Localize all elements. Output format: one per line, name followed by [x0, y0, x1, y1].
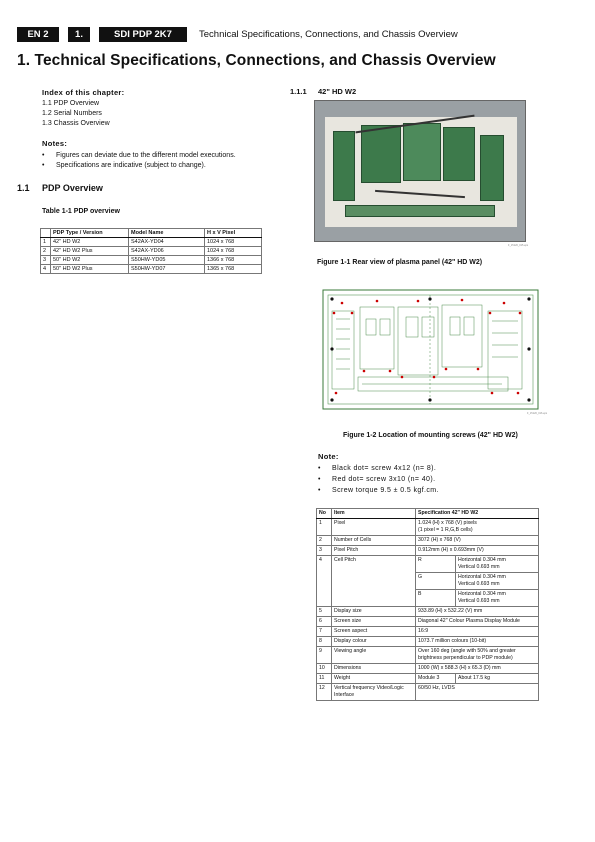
table-row: 4 50" HD W2 Plus S50HW-YD07 1365 x 768 [41, 265, 262, 274]
note-item: • Red dot= screw 3x10 (n= 40). [318, 476, 436, 483]
note-item: • Figures can deviate due to the different model executions. [42, 152, 236, 159]
logic-board [361, 125, 401, 183]
model-box: SDI PDP 2K7 [99, 27, 187, 42]
section-heading-1-1-1: 1.1.1 42" HD W2 [290, 87, 357, 96]
x-buffer-board [333, 131, 355, 201]
chapter-title: 1. Technical Specifications, Connections, and Chassis Overview [17, 52, 496, 69]
table-row: 3 Pixel Pitch 0.912mm (H) x 0.693mm (V) [317, 546, 539, 556]
section-heading-1-1: 1.1 PDP Overview [17, 183, 103, 193]
figure2-caption: Figure 1-2 Location of mounting screws (42" HD W2) [343, 432, 518, 439]
table-row: 6 Screen size Diagonal 42" Colour Plasma Display Module [317, 617, 539, 627]
page-header [17, 27, 458, 42]
table-row: G Horizontal 0.304 mm Vertical 0.693 mm [317, 573, 539, 590]
chapter-number-box: 1. [68, 27, 90, 42]
figure1-code: F_15120_015.eps [508, 244, 529, 247]
note-heading: Note: [318, 452, 339, 461]
index-item: 1.2 Serial Numbers [42, 110, 102, 117]
table-header-row: PDP Type / Version Model Name H x V Pixel [41, 229, 262, 238]
index-heading: Index of this chapter: [42, 88, 125, 97]
plasma-panel-rear-photo [314, 100, 526, 242]
table-row: 11 Weight Module 3 About 17.5 kg [317, 674, 539, 684]
notes-heading: Notes: [42, 139, 68, 148]
table-row: 12 Vertical frequency Video/Logic Interface 60/50 Hz, LVDS [317, 684, 539, 701]
address-buffer-strip [345, 205, 495, 217]
table-row: 3 50" HD W2 S50HW-YD05 1366 x 768 [41, 256, 262, 265]
table-row: 7 Screen aspect 16:9 [317, 627, 539, 637]
y-buffer-board [480, 135, 504, 201]
table-row: 8 Display colour 1073.7 million colours (10-bit) [317, 637, 539, 647]
table-row: 2 Number of Cells 3072 (H) x 768 (V) [317, 536, 539, 546]
y-sustain-board [443, 127, 475, 181]
chapter-index [42, 88, 272, 129]
table-row: 9 Viewing angle Over 160 deg (angle with 50% and greater brightness perpendicular to PDP module) [317, 647, 539, 664]
pdp-overview-table [40, 228, 262, 274]
figure1-caption: Figure 1-1 Rear view of plasma panel (42" HD W2) [317, 259, 483, 266]
power-supply-board [403, 123, 441, 181]
mounting-screws-drawing [322, 289, 539, 410]
table1-caption: Table 1-1 PDP overview [42, 208, 120, 215]
screw-note-block [318, 452, 558, 496]
table-header-row: No Item Specification 42" HD W2 [317, 509, 539, 519]
note-item: • Specifications are indicative (subject to change). [42, 162, 206, 169]
specification-table [316, 508, 539, 701]
table-row: B Horizontal 0.304 mm Vertical 0.693 mm [317, 590, 539, 607]
table-row: 10 Dimensions 1000 (W) x 588.3 (H) x 65.3 (D) mm [317, 664, 539, 674]
index-item: 1.3 Chassis Overview [42, 120, 110, 127]
table-row: 5 Display size 933.89 (H) x 532.22 (V) mm [317, 607, 539, 617]
index-item: 1.1 PDP Overview [42, 100, 100, 107]
notes-block [42, 139, 272, 171]
figure2-code: F_15120_016.eps [527, 412, 548, 415]
note-item: • Black dot= screw 4x12 (n= 8). [318, 465, 437, 472]
note-item: • Screw torque 9.5 ± 0.5 kgf.cm. [318, 487, 439, 494]
table-row: 2 42" HD W2 Plus S42AX-YD06 1024 x 768 [41, 247, 262, 256]
table-row: 1 42" HD W2 S42AX-YD04 1024 x 768 [41, 238, 262, 247]
header-title: Technical Specifications, Connections, and Chassis Overview [199, 29, 458, 40]
table-row: 1 Pixel 1.024 (H) x 768 (V) pixels (1 pixel = 1 R,G,B cells) [317, 519, 539, 536]
table-row: 4 Cell Pitch R Horizontal 0.304 mm Vertical 0.693 mm [317, 556, 539, 573]
page-code-box: EN 2 [17, 27, 59, 42]
